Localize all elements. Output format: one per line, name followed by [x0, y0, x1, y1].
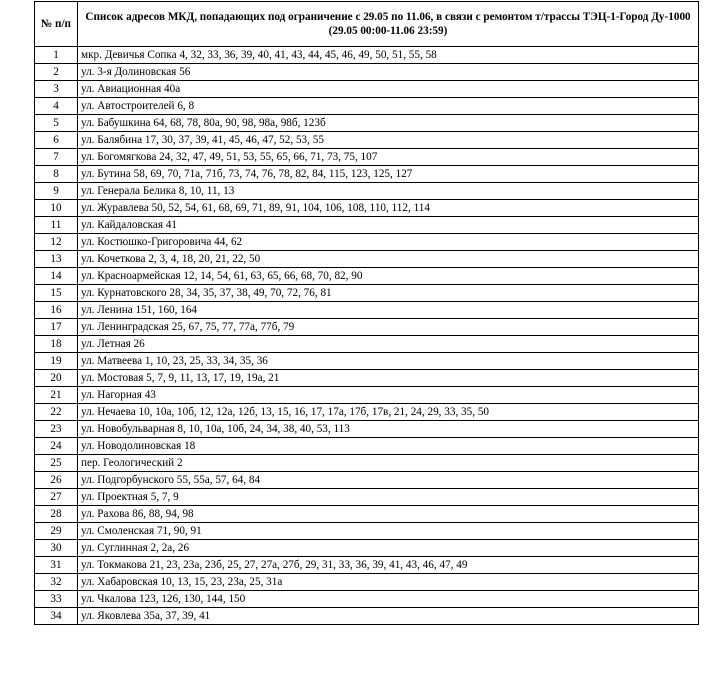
- table-row: [35, 455, 699, 472]
- row-number: 2: [35, 64, 78, 81]
- row-number: 29: [35, 523, 78, 540]
- table-row: [35, 115, 699, 132]
- row-address: ул. Бутина 58, 69, 70, 71а, 71б, 73, 74, 76, 78, 82, 84, 115, 123, 125, 127: [78, 166, 699, 183]
- row-address: ул. Ленинградская 25, 67, 75, 77, 77а, 77б, 79: [78, 319, 699, 336]
- table-row: [35, 523, 699, 540]
- header-row: [35, 2, 699, 47]
- row-number: 10: [35, 200, 78, 217]
- row-number: 12: [35, 234, 78, 251]
- row-address: ул. Новобульварная 8, 10, 10а, 10б, 24, 34, 38, 40, 53, 113: [78, 421, 699, 438]
- row-number: 17: [35, 319, 78, 336]
- row-number: 19: [35, 353, 78, 370]
- table-row: [35, 591, 699, 608]
- row-number: 31: [35, 557, 78, 574]
- table-row: [35, 302, 699, 319]
- table-row: [35, 319, 699, 336]
- row-address: ул. Бабушкина 64, 68, 78, 80а, 90, 98, 98а, 98б, 123б: [78, 115, 699, 132]
- table-row: [35, 81, 699, 98]
- row-number: 22: [35, 404, 78, 421]
- row-address: ул. Журавлева 50, 52, 54, 61, 68, 69, 71, 89, 91, 104, 106, 108, 110, 112, 114: [78, 200, 699, 217]
- row-address: ул. Красноармейская 12, 14, 54, 61, 63, 65, 66, 68, 70, 82, 90: [78, 268, 699, 285]
- row-address: мкр. Девичья Сопка 4, 32, 33, 36, 39, 40, 41, 43, 44, 45, 46, 49, 50, 51, 55, 58: [78, 47, 699, 64]
- row-address: ул. Курнатовского 28, 34, 35, 37, 38, 49, 70, 72, 76, 81: [78, 285, 699, 302]
- row-number: 32: [35, 574, 78, 591]
- row-number: 7: [35, 149, 78, 166]
- row-address: ул. Смоленская 71, 90, 91: [78, 523, 699, 540]
- row-number: 20: [35, 370, 78, 387]
- row-address: ул. Рахова 86, 88, 94, 98: [78, 506, 699, 523]
- row-address: ул. Богомягкова 24, 32, 47, 49, 51, 53, 55, 65, 66, 71, 73, 75, 107: [78, 149, 699, 166]
- row-number: 23: [35, 421, 78, 438]
- row-number: 16: [35, 302, 78, 319]
- row-address: ул. Нечаева 10, 10а, 10б, 12, 12а, 12б, 13, 15, 16, 17, 17а, 17б, 17в, 21, 24, 29, 33, 35, 50: [78, 404, 699, 421]
- table-row: [35, 506, 699, 523]
- row-address: ул. Проектная 5, 7, 9: [78, 489, 699, 506]
- row-address: ул. Костюшко-Григоровича 44, 62: [78, 234, 699, 251]
- table-row: [35, 438, 699, 455]
- address-table: [34, 1, 699, 625]
- row-address: ул. Нагорная 43: [78, 387, 699, 404]
- row-address: ул. Яковлева 35а, 37, 39, 41: [78, 608, 699, 625]
- table-row: [35, 489, 699, 506]
- row-address: ул. Суглинная 2, 2а, 26: [78, 540, 699, 557]
- row-number: 9: [35, 183, 78, 200]
- row-address: ул. Кочеткова 2, 3, 4, 18, 20, 21, 22, 50: [78, 251, 699, 268]
- row-number: 30: [35, 540, 78, 557]
- table-row: [35, 251, 699, 268]
- row-address: ул. Чкалова 123, 126, 130, 144, 150: [78, 591, 699, 608]
- table-row: [35, 200, 699, 217]
- row-number: 18: [35, 336, 78, 353]
- row-number: 13: [35, 251, 78, 268]
- table-row: [35, 47, 699, 64]
- table-row: [35, 166, 699, 183]
- header-number: № п/п: [35, 2, 78, 47]
- row-address: ул. Хабаровская 10, 13, 15, 23, 23а, 25, 31а: [78, 574, 699, 591]
- row-number: 26: [35, 472, 78, 489]
- row-number: 5: [35, 115, 78, 132]
- row-number: 14: [35, 268, 78, 285]
- table-row: [35, 183, 699, 200]
- table-row: [35, 353, 699, 370]
- table-row: [35, 540, 699, 557]
- row-address: ул. Ленина 151, 160, 164: [78, 302, 699, 319]
- table-row: [35, 370, 699, 387]
- row-address: ул. Новодолиновская 18: [78, 438, 699, 455]
- table-row: [35, 285, 699, 302]
- table-row: [35, 98, 699, 115]
- table-row: [35, 149, 699, 166]
- row-number: 4: [35, 98, 78, 115]
- row-number: 24: [35, 438, 78, 455]
- row-address: ул. Авиационная 40а: [78, 81, 699, 98]
- table-row: [35, 404, 699, 421]
- row-number: 1: [35, 47, 78, 64]
- row-address: ул. Подгорбунского 55, 55а, 57, 64, 84: [78, 472, 699, 489]
- row-number: 27: [35, 489, 78, 506]
- row-number: 6: [35, 132, 78, 149]
- table-row: [35, 132, 699, 149]
- row-address: ул. Кайдаловская 41: [78, 217, 699, 234]
- row-number: 21: [35, 387, 78, 404]
- table-row: [35, 387, 699, 404]
- row-number: 28: [35, 506, 78, 523]
- row-address: ул. Мостовая 5, 7, 9, 11, 13, 17, 19, 19а, 21: [78, 370, 699, 387]
- row-number: 3: [35, 81, 78, 98]
- table-row: [35, 472, 699, 489]
- row-address: ул. Токмакова 21, 23, 23а, 23б, 25, 27, 27а, 27б, 29, 31, 33, 36, 39, 41, 43, 46, 47, 49: [78, 557, 699, 574]
- table-row: [35, 557, 699, 574]
- table-row: [35, 336, 699, 353]
- row-address: ул. Генерала Белика 8, 10, 11, 13: [78, 183, 699, 200]
- row-address: пер. Геологический 2: [78, 455, 699, 472]
- row-number: 33: [35, 591, 78, 608]
- row-address: ул. Летная 26: [78, 336, 699, 353]
- table-row: [35, 421, 699, 438]
- header-title: Список адресов МКД, попадающих под ограничение с 29.05 по 11.06, в связи с ремонтом т/трассы ТЭЦ-1-Город Ду-1000 (29.05 00:00-11.06 23:59): [78, 2, 699, 47]
- row-number: 15: [35, 285, 78, 302]
- table-row: [35, 64, 699, 81]
- table-row: [35, 217, 699, 234]
- table-body: [35, 47, 699, 625]
- row-number: 34: [35, 608, 78, 625]
- table-row: [35, 608, 699, 625]
- row-address: ул. 3-я Долиновская 56: [78, 64, 699, 81]
- row-number: 11: [35, 217, 78, 234]
- row-address: ул. Балябина 17, 30, 37, 39, 41, 45, 46, 47, 52, 53, 55: [78, 132, 699, 149]
- table-row: [35, 268, 699, 285]
- row-address: ул. Матвеева 1, 10, 23, 25, 33, 34, 35, 36: [78, 353, 699, 370]
- row-address: ул. Автостроителей 6, 8: [78, 98, 699, 115]
- row-number: 25: [35, 455, 78, 472]
- table-row: [35, 574, 699, 591]
- table-row: [35, 234, 699, 251]
- row-number: 8: [35, 166, 78, 183]
